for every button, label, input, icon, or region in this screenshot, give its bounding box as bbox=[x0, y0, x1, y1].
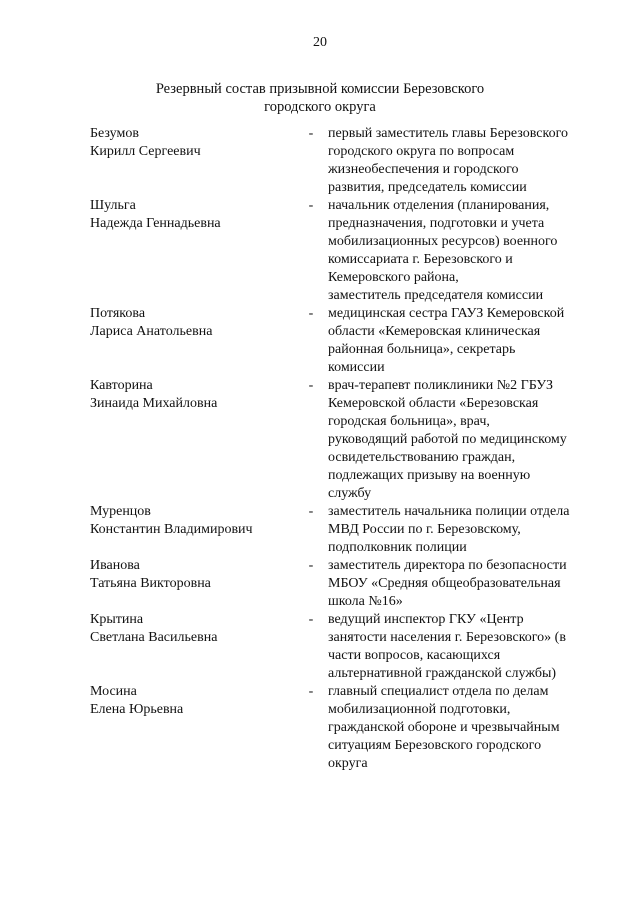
member-surname: Безумов bbox=[90, 126, 139, 141]
role-line: службу bbox=[328, 486, 372, 501]
dash-separator: - bbox=[308, 126, 314, 141]
member-name bbox=[90, 125, 300, 161]
member-role bbox=[328, 377, 598, 503]
member-role bbox=[328, 503, 598, 557]
member-name bbox=[90, 611, 300, 647]
role-line: врач-терапевт поликлиники №2 ГБУЗ bbox=[328, 378, 553, 393]
member-surname: Потякова bbox=[90, 306, 146, 321]
member-name bbox=[90, 503, 300, 539]
member-role bbox=[328, 557, 598, 611]
role-line: части вопросов, касающихся bbox=[328, 648, 501, 663]
role-line: подполковник полиции bbox=[328, 540, 467, 555]
member-given-names: Надежда Геннадьевна bbox=[90, 216, 221, 231]
member-role bbox=[328, 197, 598, 305]
member-entry bbox=[0, 305, 640, 377]
member-given-names: Елена Юрьевна bbox=[90, 702, 184, 717]
member-given-names: Светлана Васильевна bbox=[90, 630, 218, 645]
member-surname: Мосина bbox=[90, 684, 137, 699]
heading-line-2: городского округа bbox=[264, 99, 376, 115]
member-entry bbox=[0, 125, 640, 197]
member-name bbox=[90, 305, 300, 341]
role-line: подлежащих призыву на военную bbox=[328, 468, 531, 483]
dash-separator: - bbox=[308, 198, 314, 213]
role-line: главный специалист отдела по делам bbox=[328, 684, 549, 699]
dash-separator: - bbox=[308, 378, 314, 393]
member-entry bbox=[0, 683, 640, 773]
dash-separator: - bbox=[308, 684, 314, 699]
member-entry bbox=[0, 503, 640, 557]
role-line: жизнеобеспечения и городского bbox=[328, 162, 519, 177]
member-surname: Муренцов bbox=[90, 504, 151, 519]
role-line: области «Кемеровская клиническая bbox=[328, 324, 541, 339]
role-line: заместитель директора по безопасности bbox=[328, 558, 567, 573]
member-given-names: Константин Владимирович bbox=[90, 522, 253, 537]
role-line: альтернативной гражданской службы) bbox=[328, 666, 557, 681]
role-line: руководящий работой по медицинскому bbox=[328, 432, 567, 447]
member-given-names: Лариса Анатольевна bbox=[90, 324, 213, 339]
member-entry bbox=[0, 611, 640, 683]
role-line: ситуациям Березовского городского bbox=[328, 738, 542, 753]
role-line: заместитель начальника полиции отдела bbox=[328, 504, 570, 519]
role-line: мобилизационной подготовки, bbox=[328, 702, 511, 717]
role-line: первый заместитель главы Березовского bbox=[328, 126, 568, 141]
member-surname: Кавторина bbox=[90, 378, 153, 393]
role-line: заместитель председателя комиссии bbox=[328, 288, 544, 303]
role-line: МБОУ «Средняя общеобразовательная bbox=[328, 576, 561, 591]
page-number: 20 bbox=[313, 35, 327, 50]
member-given-names: Кирилл Сергеевич bbox=[90, 144, 201, 159]
member-list bbox=[0, 125, 640, 773]
member-surname: Шульга bbox=[90, 198, 136, 213]
document-heading bbox=[0, 80, 640, 116]
role-line: начальник отделения (планирования, bbox=[328, 198, 550, 213]
member-role bbox=[328, 611, 598, 683]
dash-separator: - bbox=[308, 504, 314, 519]
role-line: МВД России по г. Березовскому, bbox=[328, 522, 521, 537]
role-line: медицинская сестра ГАУЗ Кемеровской bbox=[328, 306, 565, 321]
role-line: гражданской обороне и чрезвычайным bbox=[328, 720, 560, 735]
role-line: предназначения, подготовки и учета bbox=[328, 216, 545, 231]
role-line: освидетельствованию граждан, bbox=[328, 450, 516, 465]
role-line: районная больница», секретарь bbox=[328, 342, 516, 357]
role-line: Кемеровской области «Березовская bbox=[328, 396, 539, 411]
member-role bbox=[328, 683, 598, 773]
dash-separator: - bbox=[308, 612, 314, 627]
member-role bbox=[328, 305, 598, 377]
role-line: мобилизационных ресурсов) военного bbox=[328, 234, 558, 249]
dash-separator: - bbox=[308, 558, 314, 573]
member-name bbox=[90, 197, 300, 233]
member-role bbox=[328, 125, 598, 197]
role-line: Кемеровского района, bbox=[328, 270, 459, 285]
member-entry bbox=[0, 197, 640, 305]
member-name bbox=[90, 557, 300, 593]
member-entry bbox=[0, 377, 640, 503]
role-line: комиссии bbox=[328, 360, 385, 375]
heading-line-1: Резервный состав призывной комиссии Березовского bbox=[155, 81, 485, 97]
role-line: городская больница», врач, bbox=[328, 414, 490, 429]
role-line: комиссариата г. Березовского и bbox=[328, 252, 513, 267]
role-line: развития, председатель комиссии bbox=[328, 180, 527, 195]
member-entry bbox=[0, 557, 640, 611]
role-line: округа bbox=[328, 756, 368, 771]
member-surname: Крытина bbox=[90, 612, 144, 627]
member-name bbox=[90, 377, 300, 413]
role-line: ведущий инспектор ГКУ «Центр bbox=[328, 612, 524, 627]
member-given-names: Татьяна Викторовна bbox=[90, 576, 211, 591]
role-line: занятости населения г. Березовского» (в bbox=[328, 630, 566, 645]
member-name bbox=[90, 683, 300, 719]
member-surname: Иванова bbox=[90, 558, 140, 573]
member-given-names: Зинаида Михайловна bbox=[90, 396, 218, 411]
role-line: школа №16» bbox=[328, 594, 403, 609]
role-line: городского округа по вопросам bbox=[328, 144, 515, 159]
dash-separator: - bbox=[308, 306, 314, 321]
